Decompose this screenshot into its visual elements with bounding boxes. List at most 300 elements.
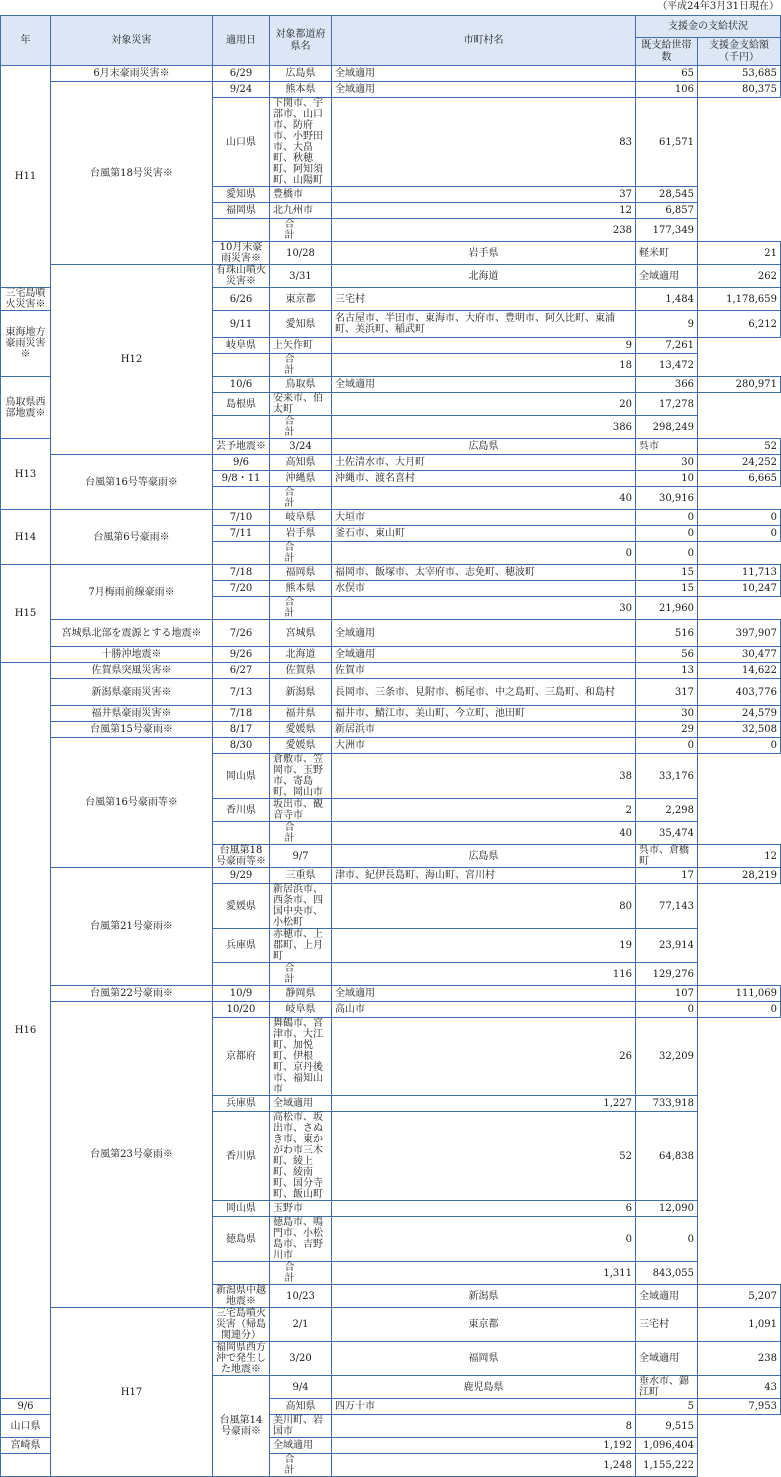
municipality-cell: 徳島市、鳴門市、小松島市、吉野川市 bbox=[270, 1217, 332, 1262]
disaster-cell: 7月梅雨前線豪雨※ bbox=[51, 565, 213, 620]
disaster-cell: 十勝沖地震※ bbox=[51, 647, 213, 663]
table-row bbox=[1, 565, 781, 581]
municipality-cell: 呉市、倉橋町 bbox=[636, 845, 698, 868]
amount-cell: 403,776 bbox=[698, 679, 781, 706]
municipality-cell: 下関市、宇部市、山口市、防府市、小野田市、大畠町、秋穂町、阿知須町、山陽町 bbox=[270, 98, 332, 187]
households-cell: 40 bbox=[332, 487, 636, 510]
amount-cell: 7,953 bbox=[698, 1399, 781, 1415]
amount-cell: 6,665 bbox=[698, 471, 781, 487]
date-cell: 9/24 bbox=[213, 82, 270, 98]
date-cell: 9/26 bbox=[213, 647, 270, 663]
households-cell: 5 bbox=[636, 1399, 698, 1415]
municipality-cell: 高松市、坂出市、さぬき市、東かがわ市三木町、綾上町、綾南町、国分寺町、飯山町 bbox=[270, 1112, 332, 1201]
amount-cell: 10,247 bbox=[698, 581, 781, 597]
prefecture-cell: 広島県 bbox=[332, 845, 636, 868]
municipality-cell: 福井市、鯖江市、美山町、今立町、池田町 bbox=[332, 706, 636, 722]
amount-cell: 397,907 bbox=[698, 620, 781, 647]
prefecture-cell: 北海道 bbox=[332, 265, 636, 288]
date-cell: 9/11 bbox=[213, 311, 270, 338]
households-cell: 0 bbox=[636, 1002, 698, 1018]
date-cell: 6/27 bbox=[213, 663, 270, 679]
amount-cell: 30,477 bbox=[698, 647, 781, 663]
municipality-cell: 佐賀市 bbox=[332, 663, 636, 679]
total-label: 合 計 bbox=[270, 219, 332, 242]
year-cell: H14 bbox=[1, 510, 51, 565]
disaster-cell: 10月末豪雨災害※ bbox=[213, 242, 270, 265]
municipality-cell: 釜石市、東山町 bbox=[332, 526, 636, 542]
date-cell: 8/17 bbox=[213, 722, 270, 738]
amount-cell: 30,916 bbox=[636, 487, 698, 510]
table-row bbox=[1, 679, 781, 706]
amount-cell: 13,472 bbox=[636, 354, 698, 377]
amount-cell: 7,261 bbox=[636, 338, 698, 354]
prefecture-cell: 宮崎県 bbox=[1, 1438, 51, 1454]
households-cell: 18 bbox=[332, 354, 636, 377]
amount-cell: 733,918 bbox=[636, 1096, 698, 1112]
households-cell: 52 bbox=[332, 1112, 636, 1201]
households-cell: 8 bbox=[332, 1415, 636, 1438]
households-cell: 366 bbox=[636, 377, 698, 393]
prefecture-cell: 佐賀県 bbox=[270, 663, 332, 679]
prefecture-cell: 鳥取県 bbox=[270, 377, 332, 393]
amount-cell: 61,571 bbox=[636, 98, 698, 187]
blank-cell bbox=[213, 487, 270, 510]
table-row bbox=[1, 455, 781, 471]
amount-cell: 11,713 bbox=[698, 565, 781, 581]
disaster-cell: 宮城県北部を震源とする地震※ bbox=[51, 620, 213, 647]
households-cell: 5,207 bbox=[698, 1285, 781, 1308]
municipality-cell: 全域適用 bbox=[270, 1096, 332, 1112]
year-cell: H13 bbox=[1, 439, 51, 510]
disaster-cell: 三宅島噴火災害※ bbox=[1, 288, 51, 311]
prefecture-cell: 徳島県 bbox=[213, 1217, 270, 1262]
date-cell: 6/29 bbox=[213, 66, 270, 82]
households-cell: 38 bbox=[332, 754, 636, 799]
amount-cell: 77,143 bbox=[636, 884, 698, 929]
amount-cell: 33,176 bbox=[636, 754, 698, 799]
prefecture-cell: 北海道 bbox=[270, 647, 332, 663]
households-cell: 386 bbox=[332, 416, 636, 439]
prefecture-cell: 三重県 bbox=[270, 868, 332, 884]
year-cell: H12 bbox=[51, 265, 213, 455]
date-cell: 7/18 bbox=[213, 706, 270, 722]
municipality-cell: 高山市 bbox=[332, 1002, 636, 1018]
households-cell: 1,192 bbox=[332, 1438, 636, 1454]
households-cell: 1,311 bbox=[332, 1262, 636, 1285]
table-row bbox=[1, 986, 781, 1002]
table-row bbox=[1, 868, 781, 884]
municipality-cell: 全域適用 bbox=[636, 1342, 698, 1376]
municipality-cell: 全域適用 bbox=[332, 66, 636, 82]
blank-cell bbox=[213, 822, 270, 845]
date-cell: 3/20 bbox=[270, 1342, 332, 1376]
prefecture-cell: 新潟県 bbox=[332, 1285, 636, 1308]
disaster-cell: 台風第15号豪雨※ bbox=[51, 722, 213, 738]
amount-cell: 80,375 bbox=[698, 82, 781, 98]
header-households: 既支給世帯数 bbox=[636, 38, 698, 66]
municipality-cell: 全域適用 bbox=[332, 986, 636, 1002]
amount-cell: 298,249 bbox=[636, 416, 698, 439]
municipality-cell: 赤穂市、上郡町、上月町 bbox=[270, 929, 332, 963]
households-cell: 12 bbox=[698, 845, 781, 868]
amount-cell: 0 bbox=[698, 510, 781, 526]
total-label: 合 計 bbox=[270, 963, 332, 986]
table-row bbox=[1, 722, 781, 738]
date-cell: 9/6 bbox=[213, 455, 270, 471]
municipality-cell: 呉市 bbox=[636, 439, 698, 455]
blank-cell bbox=[213, 597, 270, 620]
prefecture-cell: 沖縄県 bbox=[270, 471, 332, 487]
municipality-cell: 上矢作町 bbox=[270, 338, 332, 354]
prefecture-cell: 福岡県 bbox=[332, 1342, 636, 1376]
amount-cell: 24,252 bbox=[698, 455, 781, 471]
amount-cell: 129,276 bbox=[636, 963, 698, 986]
prefecture-cell: 兵庫県 bbox=[213, 929, 270, 963]
prefecture-cell: 香川県 bbox=[213, 799, 270, 822]
table-row bbox=[1, 265, 781, 288]
date-cell: 7/20 bbox=[213, 581, 270, 597]
municipality-cell: 全域適用 bbox=[270, 1438, 332, 1454]
households-cell: 43 bbox=[698, 1376, 781, 1399]
year-cell: H11 bbox=[1, 66, 51, 288]
date-cell: 7/10 bbox=[213, 510, 270, 526]
prefecture-cell: 東京都 bbox=[332, 1308, 636, 1342]
total-label: 合 計 bbox=[270, 822, 332, 845]
prefecture-cell: 新潟県 bbox=[270, 679, 332, 706]
table-row bbox=[1, 1308, 781, 1342]
prefecture-cell: 熊本県 bbox=[270, 82, 332, 98]
date-cell: 10/23 bbox=[270, 1285, 332, 1308]
header-municipality: 市町村名 bbox=[332, 16, 636, 66]
amount-cell: 21,960 bbox=[636, 597, 698, 620]
households-cell: 1,227 bbox=[332, 1096, 636, 1112]
header-date: 適用日 bbox=[213, 16, 270, 66]
amount-cell: 0 bbox=[698, 1002, 781, 1018]
municipality-cell: 全域適用 bbox=[332, 377, 636, 393]
support-payment-table bbox=[0, 15, 781, 1477]
disaster-cell: 台風第18号災害※ bbox=[51, 82, 213, 265]
table-row bbox=[1, 620, 781, 647]
table-row bbox=[1, 82, 781, 98]
households-cell: 15 bbox=[636, 581, 698, 597]
households-cell: 107 bbox=[636, 986, 698, 1002]
prefecture-cell: 愛媛県 bbox=[270, 738, 332, 754]
households-cell: 15 bbox=[636, 565, 698, 581]
amount-cell: 32,508 bbox=[698, 722, 781, 738]
municipality-cell: 舞鶴市、宮津市、大江町、加悦町、伊根町、京丹後市、福知山市 bbox=[270, 1018, 332, 1096]
disaster-cell: 台風第21号豪雨※ bbox=[51, 868, 213, 986]
amount-cell: 28,219 bbox=[698, 868, 781, 884]
households-cell: 21 bbox=[698, 242, 781, 265]
total-label: 合 計 bbox=[270, 416, 332, 439]
prefecture-cell: 岡山県 bbox=[213, 754, 270, 799]
households-cell: 40 bbox=[332, 822, 636, 845]
households-cell: 106 bbox=[636, 82, 698, 98]
amount-cell: 17,278 bbox=[636, 393, 698, 416]
date-cell: 9/4 bbox=[270, 1376, 332, 1399]
prefecture-cell: 広島県 bbox=[332, 439, 636, 455]
amount-cell: 64,838 bbox=[636, 1112, 698, 1201]
disaster-cell: 新潟県豪雨災害※ bbox=[51, 679, 213, 706]
prefecture-cell: 岐阜県 bbox=[270, 510, 332, 526]
blank-cell bbox=[213, 219, 270, 242]
date-cell: 8/30 bbox=[213, 738, 270, 754]
disaster-cell: 三宅島噴火災害（帰島関連分） bbox=[213, 1308, 270, 1342]
municipality-cell: 大垣市 bbox=[332, 510, 636, 526]
amount-cell: 23,914 bbox=[636, 929, 698, 963]
amount-cell: 0 bbox=[636, 542, 698, 565]
disaster-cell: 台風第22号豪雨※ bbox=[51, 986, 213, 1002]
amount-cell: 0 bbox=[636, 1217, 698, 1262]
prefecture-cell: 岐阜県 bbox=[270, 1002, 332, 1018]
blank-cell bbox=[213, 963, 270, 986]
total-label: 合 計 bbox=[270, 354, 332, 377]
municipality-cell: 全域適用 bbox=[636, 1285, 698, 1308]
prefecture-cell: 高知県 bbox=[270, 1399, 332, 1415]
households-cell: 12 bbox=[332, 203, 636, 219]
households-cell: 238 bbox=[698, 1342, 781, 1376]
households-cell: 0 bbox=[636, 510, 698, 526]
table-row bbox=[1, 738, 781, 754]
households-cell: 26 bbox=[332, 1018, 636, 1096]
households-cell: 19 bbox=[332, 929, 636, 963]
disaster-cell: 鳥取県西部地震※ bbox=[1, 377, 51, 439]
households-cell: 30 bbox=[636, 455, 698, 471]
amount-cell: 28,545 bbox=[636, 187, 698, 203]
amount-cell: 0 bbox=[698, 738, 781, 754]
municipality-cell: 倉敷市、笠岡市、玉野市、寄島町、岡山市 bbox=[270, 754, 332, 799]
municipality-cell: 豊橋市 bbox=[270, 187, 332, 203]
municipality-cell: 坂出市、観音寺市 bbox=[270, 799, 332, 822]
households-cell: 30 bbox=[636, 706, 698, 722]
disaster-cell: 6月末豪雨災害※ bbox=[51, 66, 213, 82]
households-cell: 238 bbox=[332, 219, 636, 242]
households-cell: 13 bbox=[636, 663, 698, 679]
municipality-cell: 全域適用 bbox=[332, 82, 636, 98]
prefecture-cell: 山口県 bbox=[213, 98, 270, 187]
blank-cell bbox=[213, 354, 270, 377]
table-body bbox=[1, 66, 781, 1477]
amount-cell: 1,155,222 bbox=[636, 1454, 698, 1477]
households-cell: 0 bbox=[636, 738, 698, 754]
prefecture-cell: 愛知県 bbox=[213, 187, 270, 203]
amount-cell: 2,298 bbox=[636, 799, 698, 822]
municipality-cell: 全域適用 bbox=[332, 620, 636, 647]
municipality-cell: 新居浜市 bbox=[332, 722, 636, 738]
municipality-cell: 土佐清水市、大月町 bbox=[332, 455, 636, 471]
municipality-cell: 三宅村 bbox=[332, 288, 636, 311]
households-cell: 80 bbox=[332, 884, 636, 929]
amount-cell: 6,212 bbox=[698, 311, 781, 338]
prefecture-cell: 香川県 bbox=[213, 1112, 270, 1201]
amount-cell: 6,857 bbox=[636, 203, 698, 219]
date-cell: 7/18 bbox=[213, 565, 270, 581]
municipality-cell: 福岡市、飯塚市、太宰府市、志免町、穂波町 bbox=[332, 565, 636, 581]
municipality-cell: 長岡市、三条市、見附市、栃尾市、中之島町、三島町、和島村 bbox=[332, 679, 636, 706]
disaster-cell: 台風第16号等豪雨※ bbox=[51, 455, 213, 510]
date-cell: 7/11 bbox=[213, 526, 270, 542]
municipality-cell: 美川町、岩国市 bbox=[270, 1415, 332, 1438]
prefecture-cell: 岩手県 bbox=[332, 242, 636, 265]
total-label: 合 計 bbox=[270, 487, 332, 510]
prefecture-cell: 鹿児島県 bbox=[332, 1376, 636, 1399]
date-cell: 10/20 bbox=[213, 1002, 270, 1018]
households-cell: 65 bbox=[636, 66, 698, 82]
date-cell: 7/13 bbox=[213, 679, 270, 706]
date-cell: 3/24 bbox=[270, 439, 332, 455]
year-cell: H16 bbox=[1, 663, 51, 1399]
date-cell: 9/8・11 bbox=[213, 471, 270, 487]
households-cell: 116 bbox=[332, 963, 636, 986]
total-label: 合 計 bbox=[270, 1262, 332, 1285]
municipality-cell: 三宅村 bbox=[636, 1308, 698, 1342]
amount-cell: 0 bbox=[698, 526, 781, 542]
disaster-cell: 台風第23号豪雨※ bbox=[51, 1002, 213, 1308]
households-cell: 9 bbox=[636, 311, 698, 338]
header-year: 年 bbox=[1, 16, 51, 66]
municipality-cell: 四万十市 bbox=[332, 1399, 636, 1415]
households-cell: 17 bbox=[636, 868, 698, 884]
table-row bbox=[1, 647, 781, 663]
amount-cell: 111,069 bbox=[698, 986, 781, 1002]
table-row bbox=[1, 66, 781, 82]
table-row bbox=[1, 663, 781, 679]
prefecture-cell: 高知県 bbox=[270, 455, 332, 471]
date-cell: 3/31 bbox=[270, 265, 332, 288]
prefecture-cell: 岐阜県 bbox=[213, 338, 270, 354]
date-cell: 9/6 bbox=[1, 1399, 51, 1415]
amount-cell: 1,096,404 bbox=[636, 1438, 698, 1454]
prefecture-cell: 岡山県 bbox=[213, 1201, 270, 1217]
disaster-cell: 佐賀県突風災害※ bbox=[51, 663, 213, 679]
date-cell: 9/29 bbox=[213, 868, 270, 884]
blank-cell bbox=[213, 1262, 270, 1285]
amount-cell: 177,349 bbox=[636, 219, 698, 242]
municipality-cell: 玉野市 bbox=[270, 1201, 332, 1217]
households-cell: 2 bbox=[332, 799, 636, 822]
municipality-cell: 津市、紀伊長島町、海山町、宮川村 bbox=[332, 868, 636, 884]
municipality-cell: 全域適用 bbox=[332, 647, 636, 663]
prefecture-cell: 福井県 bbox=[270, 706, 332, 722]
households-cell: 1,091 bbox=[698, 1308, 781, 1342]
as-of-date: （平成24年3月31日現在） bbox=[657, 1, 779, 12]
households-cell: 52 bbox=[698, 439, 781, 455]
municipality-cell: 名古屋市、半田市、東海市、大府市、豊明市、阿久比町、東浦町、美浜町、稲武町 bbox=[332, 311, 636, 338]
amount-cell: 1,178,659 bbox=[698, 288, 781, 311]
disaster-cell: 台風第16号豪雨等※ bbox=[51, 738, 213, 868]
amount-cell: 9,515 bbox=[636, 1415, 698, 1438]
households-cell: 0 bbox=[636, 526, 698, 542]
header-amount: 支援金支給額（千円） bbox=[698, 38, 781, 66]
date-cell: 10/9 bbox=[213, 986, 270, 1002]
disaster-cell: 芸予地震※ bbox=[213, 439, 270, 455]
blank-cell bbox=[213, 416, 270, 439]
disaster-cell: 東海地方豪雨災害※ bbox=[1, 311, 51, 377]
header-support: 支援金の支給状況 bbox=[636, 16, 781, 38]
municipality-cell: 安来市、伯太町 bbox=[270, 393, 332, 416]
prefecture-cell: 東京都 bbox=[270, 288, 332, 311]
municipality-cell: 垂水市、錦江町 bbox=[636, 1376, 698, 1399]
households-cell: 20 bbox=[332, 393, 636, 416]
prefecture-cell: 島根県 bbox=[213, 393, 270, 416]
municipality-cell: 沖縄市、渡名喜村 bbox=[332, 471, 636, 487]
date-cell: 10/28 bbox=[270, 242, 332, 265]
households-cell: 0 bbox=[332, 1217, 636, 1262]
prefecture-cell: 宮城県 bbox=[270, 620, 332, 647]
prefecture-cell: 山口県 bbox=[1, 1415, 51, 1438]
households-cell: 10 bbox=[636, 471, 698, 487]
households-cell: 317 bbox=[636, 679, 698, 706]
households-cell: 29 bbox=[636, 722, 698, 738]
households-cell: 30 bbox=[332, 597, 636, 620]
prefecture-cell: 熊本県 bbox=[270, 581, 332, 597]
municipality-cell: 北九州市 bbox=[270, 203, 332, 219]
table-header bbox=[1, 16, 781, 66]
year-cell: H15 bbox=[1, 565, 51, 663]
disaster-cell: 台風第18号豪雨等※ bbox=[213, 845, 270, 868]
date-cell: 10/6 bbox=[213, 377, 270, 393]
prefecture-cell: 岩手県 bbox=[270, 526, 332, 542]
prefecture-cell: 愛媛県 bbox=[213, 884, 270, 929]
households-cell: 516 bbox=[636, 620, 698, 647]
households-cell: 83 bbox=[332, 98, 636, 187]
prefecture-cell: 兵庫県 bbox=[213, 1096, 270, 1112]
amount-cell: 32,209 bbox=[636, 1018, 698, 1096]
municipality-cell: 軽米町 bbox=[636, 242, 698, 265]
municipality-cell: 水俣市 bbox=[332, 581, 636, 597]
prefecture-cell: 静岡県 bbox=[270, 986, 332, 1002]
table-row bbox=[1, 706, 781, 722]
municipality-cell: 全域適用 bbox=[636, 265, 698, 288]
disaster-cell: 台風第6号豪雨※ bbox=[51, 510, 213, 565]
households-cell: 262 bbox=[698, 265, 781, 288]
disaster-cell: 台風第14号豪雨※ bbox=[213, 1376, 270, 1477]
date-cell: 7/26 bbox=[213, 620, 270, 647]
total-label: 合 計 bbox=[270, 542, 332, 565]
total-label: 合 計 bbox=[270, 597, 332, 620]
households-cell: 0 bbox=[332, 542, 636, 565]
header-prefecture: 対象都道府県名 bbox=[270, 16, 332, 66]
amount-cell: 53,685 bbox=[698, 66, 781, 82]
prefecture-cell: 愛媛県 bbox=[270, 722, 332, 738]
amount-cell: 14,622 bbox=[698, 663, 781, 679]
prefecture-cell: 福岡県 bbox=[213, 203, 270, 219]
year-cell: H17 bbox=[51, 1308, 213, 1477]
blank-cell bbox=[213, 542, 270, 565]
households-cell: 9 bbox=[332, 338, 636, 354]
disaster-cell: 福井県豪雨災害※ bbox=[51, 706, 213, 722]
prefecture-cell: 広島県 bbox=[270, 66, 332, 82]
households-cell: 37 bbox=[332, 187, 636, 203]
blank-cell bbox=[1, 1454, 51, 1477]
disaster-cell: 福岡県西方沖で発生した地震※ bbox=[213, 1342, 270, 1376]
prefecture-cell: 福岡県 bbox=[270, 565, 332, 581]
households-cell: 1,484 bbox=[636, 288, 698, 311]
municipality-cell: 新居浜市、西条市、四国中央市、小松町 bbox=[270, 884, 332, 929]
table-row bbox=[1, 510, 781, 526]
amount-cell: 280,971 bbox=[698, 377, 781, 393]
disaster-cell: 新潟県中越地震※ bbox=[213, 1285, 270, 1308]
amount-cell: 35,474 bbox=[636, 822, 698, 845]
date-cell: 6/26 bbox=[213, 288, 270, 311]
date-cell: 9/7 bbox=[270, 845, 332, 868]
households-cell: 6 bbox=[332, 1201, 636, 1217]
table-row bbox=[1, 1002, 781, 1018]
date-cell: 2/1 bbox=[270, 1308, 332, 1342]
prefecture-cell: 京都府 bbox=[213, 1018, 270, 1096]
households-cell: 56 bbox=[636, 647, 698, 663]
municipality-cell: 大洲市 bbox=[332, 738, 636, 754]
